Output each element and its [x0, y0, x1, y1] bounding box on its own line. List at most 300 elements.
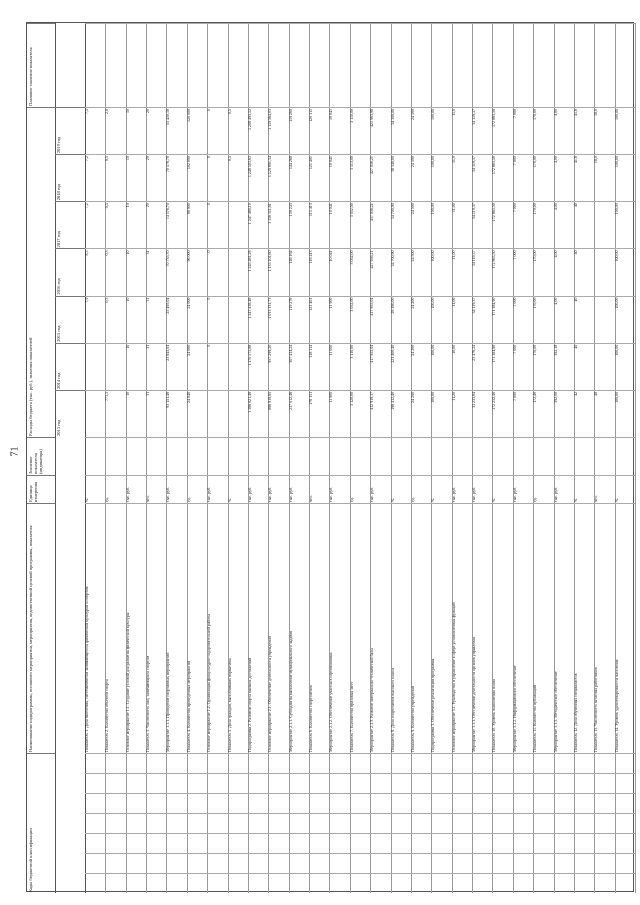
code-cell — [85, 873, 105, 893]
row-base — [105, 437, 125, 475]
row-value: 392,00 — [554, 390, 574, 437]
row-unit: % — [615, 475, 635, 503]
row-plan — [391, 23, 411, 107]
row-value: 1 248 503,63 — [248, 154, 268, 201]
code-cell — [452, 793, 472, 813]
row-value: 31 — [146, 248, 166, 295]
row-value: 24 000 — [187, 343, 207, 390]
code-cell — [268, 873, 288, 893]
table-row — [391, 23, 412, 893]
code-cell — [228, 873, 248, 893]
code-cell — [615, 813, 635, 833]
code-cell — [289, 753, 309, 773]
code-cell — [411, 813, 431, 833]
code-cell — [554, 773, 574, 793]
code-cell — [329, 833, 349, 853]
header-years-group: Расходы бюджета (тыс. руб.), значения показателей — [27, 107, 55, 437]
code-cell — [85, 833, 105, 853]
row-value: 24 200 — [411, 390, 431, 437]
header-name: Наименование подпрограммы, основного мероприятия, мероприятия, ведомственной целевой программы, показателя — [27, 503, 55, 753]
code-cell — [533, 753, 553, 773]
table-row — [146, 23, 167, 893]
row-value: 0 — [207, 107, 227, 154]
row-value: 10 041 — [329, 107, 349, 154]
row-value: 18,0 — [594, 154, 614, 201]
code-cell — [268, 813, 288, 833]
row-value: 427 956,21 — [370, 248, 390, 295]
row-value: 7,2 — [85, 201, 105, 248]
row-value: 10 041 — [329, 248, 349, 295]
row-name: Подпрограмма 2. Развитие спорта высших достижений — [248, 503, 268, 753]
row-plan — [289, 23, 309, 107]
row-plan — [533, 23, 553, 107]
row-plan — [146, 23, 166, 107]
code-cell — [268, 773, 288, 793]
row-value: 7 000 — [513, 343, 533, 390]
row-value: 7 000 — [513, 390, 533, 437]
row-unit: тыс. руб. — [268, 475, 288, 503]
code-cell — [370, 753, 390, 773]
row-value: 10 — [126, 248, 146, 295]
row-plan — [268, 23, 288, 107]
code-cell — [431, 833, 451, 853]
header-year-0: 2013 год — [55, 390, 85, 437]
code-cell — [289, 813, 309, 833]
code-cell — [207, 793, 227, 813]
code-cell — [574, 853, 594, 873]
row-value: 70 735,70 — [166, 248, 186, 295]
code-cell — [207, 753, 227, 773]
row-value — [228, 296, 248, 343]
code-cell — [370, 793, 390, 813]
header-year-6: 2019 год — [55, 107, 85, 154]
table-row — [533, 23, 554, 893]
row-name: Показатель 4. Количество проведенных мероприятий — [187, 503, 207, 753]
row-value: 31 — [146, 343, 166, 390]
code-cell — [166, 873, 186, 893]
row-name: Мероприятие 1.1.1. Проведение спортивных мероприятий — [166, 503, 186, 753]
header-unit: Единица измерения — [27, 475, 55, 503]
row-value: 8,3 — [85, 248, 105, 295]
header-year-4: 2017 год — [55, 201, 85, 248]
code-cell — [513, 833, 533, 853]
code-cell — [187, 753, 207, 773]
row-value: 0 — [207, 201, 227, 248]
code-cell — [248, 833, 268, 853]
row-value: 0 — [207, 343, 227, 390]
row-value: 100,00 — [431, 296, 451, 343]
row-unit: тыс. руб. — [207, 475, 227, 503]
table-row — [574, 23, 595, 893]
row-value: 24 500 — [411, 201, 431, 248]
row-value: 7 000 — [513, 154, 533, 201]
row-plan — [452, 23, 472, 107]
row-value: 31 — [146, 390, 166, 437]
code-cell — [472, 873, 492, 893]
table-row — [85, 23, 106, 893]
code-cell — [574, 833, 594, 853]
row-name: Мероприятие 2.1.1. Субсидии на выполнение муниципального задания — [289, 503, 309, 753]
header-year-2: 2015 год — [55, 296, 85, 343]
row-value: 11,00 — [452, 248, 472, 295]
code-cell — [350, 773, 370, 793]
table-header-top — [27, 23, 56, 893]
code-cell — [492, 873, 512, 893]
row-value: 171 184,90 — [492, 296, 512, 343]
code-cell — [228, 833, 248, 853]
code-cell — [85, 813, 105, 833]
table-row — [452, 23, 473, 893]
row-value — [207, 390, 227, 437]
row-value: 3 052,00 — [350, 296, 370, 343]
row-value: 223 400,40 — [391, 343, 411, 390]
row-unit: % — [574, 475, 594, 503]
row-value: 1 170 575,88 — [248, 343, 268, 390]
row-value: 886 919,85 — [268, 390, 288, 437]
row-value: 11 900 — [329, 390, 349, 437]
row-base — [146, 437, 166, 475]
row-plan — [370, 23, 390, 107]
row-value: 10 — [126, 107, 146, 154]
row-plan — [126, 23, 146, 107]
code-cell — [105, 753, 125, 773]
row-value: 34 119,37 — [472, 154, 492, 201]
code-cell — [431, 753, 451, 773]
row-value: 100,00 — [615, 390, 635, 437]
row-plan — [554, 23, 574, 107]
code-cell — [105, 773, 125, 793]
row-value: 159 243 — [289, 201, 309, 248]
table-row — [350, 23, 371, 893]
row-value: 7 000 — [513, 201, 533, 248]
row-unit: ед. — [187, 475, 207, 503]
code-cell — [248, 793, 268, 813]
table-row — [370, 23, 391, 893]
code-cell — [492, 853, 512, 873]
code-cell — [533, 853, 553, 873]
row-plan — [309, 23, 329, 107]
row-unit: ед. — [350, 475, 370, 503]
code-cell — [105, 873, 125, 893]
row-value: 119 260 — [289, 107, 309, 154]
row-base — [554, 437, 574, 475]
code-cell — [411, 753, 431, 773]
code-cell — [126, 793, 146, 813]
code-cell — [166, 813, 186, 833]
row-name: Показатель 5. Доля граждан, выполнивших нормативы — [228, 503, 248, 753]
code-cell — [492, 813, 512, 833]
row-value: 11,0 — [452, 107, 472, 154]
header-year-1: 2014 год — [55, 343, 85, 390]
row-value: 100,00 — [431, 201, 451, 248]
row-value — [228, 343, 248, 390]
code-cell — [146, 753, 166, 773]
row-value: 34 700,90 — [391, 201, 411, 248]
row-unit: тыс. руб. — [513, 475, 533, 503]
code-cell — [289, 773, 309, 793]
code-cell — [329, 753, 349, 773]
code-cell — [248, 753, 268, 773]
code-cell — [166, 773, 186, 793]
code-cell — [472, 853, 492, 873]
code-cell — [574, 773, 594, 793]
row-value: 100,00 — [431, 107, 451, 154]
row-unit: тыс. руб. — [554, 475, 574, 503]
code-cell — [411, 853, 431, 873]
code-cell — [594, 873, 614, 893]
row-value: 957 299,20 — [268, 343, 288, 390]
code-cell — [85, 773, 105, 793]
row-unit: % — [492, 475, 512, 503]
row-base — [513, 437, 533, 475]
table-row — [105, 23, 126, 893]
row-value: 0,5 — [105, 248, 125, 295]
row-value: 121 401 — [309, 296, 329, 343]
code-cell — [594, 833, 614, 853]
code-cell — [431, 853, 451, 873]
code-cell — [187, 853, 207, 873]
row-unit: чел. — [309, 475, 329, 503]
code-cell — [329, 813, 349, 833]
row-value: 34 119,37 — [472, 248, 492, 295]
row-value: 3 110,00 — [350, 107, 370, 154]
row-value: 100,00 — [431, 248, 451, 295]
code-cell — [533, 813, 553, 833]
row-value — [105, 343, 125, 390]
code-cell — [574, 793, 594, 813]
row-value: 18,0 — [594, 107, 614, 154]
table-row — [615, 23, 636, 893]
code-cell — [513, 813, 533, 833]
row-value: 0,5 — [105, 154, 125, 201]
row-value: 11,0 — [452, 154, 472, 201]
code-cell — [228, 853, 248, 873]
row-value: 34 700,90 — [391, 248, 411, 295]
code-cell — [187, 793, 207, 813]
row-value: 237 012,46 — [289, 390, 309, 437]
header-plan: Плановое значение показателя — [27, 23, 55, 107]
code-cell — [615, 773, 635, 793]
code-cell — [187, 833, 207, 853]
code-cell — [187, 813, 207, 833]
row-plan — [187, 23, 207, 107]
row-plan — [228, 23, 248, 107]
row-value: 7 000 — [513, 296, 533, 343]
row-plan — [207, 23, 227, 107]
code-cell — [615, 753, 635, 773]
table-row — [554, 23, 575, 893]
code-cell — [513, 753, 533, 773]
code-cell — [492, 833, 512, 853]
row-value: 34 119,37 — [472, 201, 492, 248]
row-base — [391, 437, 411, 475]
row-base — [126, 437, 146, 475]
code-cell — [411, 833, 431, 853]
row-value: 28 180,00 — [391, 296, 411, 343]
table-header-years — [55, 23, 86, 893]
row-value: 3 110,00 — [350, 343, 370, 390]
code-cell — [513, 773, 533, 793]
row-value: 100,00 — [615, 343, 635, 390]
code-cell — [370, 773, 390, 793]
code-cell — [126, 833, 146, 853]
code-cell — [411, 873, 431, 893]
code-cell — [533, 793, 553, 813]
row-value: 100,00 — [615, 154, 635, 201]
table-row — [289, 23, 310, 893]
code-cell — [411, 773, 431, 793]
row-value: 10 — [126, 296, 146, 343]
row-value: 172 863,50 — [492, 201, 512, 248]
row-value: 170,00 — [533, 201, 553, 248]
row-value: 118 114 — [309, 343, 329, 390]
row-plan — [431, 23, 451, 107]
row-unit: ед. — [533, 475, 553, 503]
code-cell — [472, 833, 492, 853]
code-cell — [452, 773, 472, 793]
row-value: 31 — [146, 296, 166, 343]
row-value: 3 113,00 — [350, 154, 370, 201]
row-base — [309, 437, 329, 475]
row-value: 7,5 — [85, 107, 105, 154]
row-unit: тыс. руб. — [329, 475, 349, 503]
row-value: 1 247 480,10 — [248, 201, 268, 248]
code-cell — [309, 853, 329, 873]
row-value: 4,00 — [554, 296, 574, 343]
row-name: Показатель 14. Уровень удовлетворенности населения — [615, 503, 635, 753]
row-value: 20 — [146, 201, 166, 248]
row-name: Показатель 6. Количество спортсменов — [309, 503, 329, 753]
row-value: 10 041 — [329, 154, 349, 201]
row-name: Мероприятие 2.1.3. Развитие материально-технической базы — [370, 503, 390, 753]
table-row — [228, 23, 249, 893]
row-value: 170,00 — [533, 248, 553, 295]
code-cell — [228, 773, 248, 793]
row-unit: тыс. руб. — [370, 475, 390, 503]
row-unit: % — [228, 475, 248, 503]
row-value: 2,0 — [105, 107, 125, 154]
row-value: 172 863,50 — [492, 107, 512, 154]
row-value: 102 000 — [187, 154, 207, 201]
code-cell — [431, 793, 451, 813]
row-value: 170,00 — [533, 154, 553, 201]
row-value: 10 — [126, 343, 146, 390]
code-cell — [166, 753, 186, 773]
row-base — [85, 437, 105, 475]
row-name: Подпрограмма 3. Обеспечение реализации программы — [431, 503, 451, 753]
row-value: 11 900 — [329, 296, 349, 343]
row-value: 24 200 — [411, 343, 431, 390]
code-cell — [554, 853, 574, 873]
code-cell — [391, 773, 411, 793]
row-value: 100,00 — [431, 154, 451, 201]
code-cell — [452, 853, 472, 873]
code-cell — [350, 833, 370, 853]
row-plan — [329, 23, 349, 107]
row-plan — [513, 23, 533, 107]
code-cell — [615, 873, 635, 893]
row-value: 100,00 — [615, 201, 635, 248]
row-value: 172,40 — [533, 390, 553, 437]
row-value: 24 000 — [187, 296, 207, 343]
row-name: Основное мероприятие 3.1. Руководство и управление в сфере установленных функций — [452, 503, 472, 753]
row-value: 23 845,04 — [166, 343, 186, 390]
row-base — [207, 437, 227, 475]
row-value: 11 000 — [329, 343, 349, 390]
row-unit: ед. — [105, 475, 125, 503]
code-cell — [370, 813, 390, 833]
code-cell — [309, 773, 329, 793]
row-plan — [574, 23, 594, 107]
row-value: 96 000 — [187, 248, 207, 295]
table-row — [329, 23, 350, 893]
code-cell — [594, 773, 614, 793]
code-cell — [513, 853, 533, 873]
code-cell — [554, 833, 574, 853]
row-value: 116 413 — [309, 248, 329, 295]
row-plan — [615, 23, 635, 107]
code-cell — [329, 873, 349, 893]
code-cell — [615, 853, 635, 873]
code-cell — [594, 813, 614, 833]
row-value: 100,00 — [615, 107, 635, 154]
row-value: 170,00 — [533, 343, 553, 390]
table-row — [431, 23, 452, 893]
row-unit: тыс. руб. — [126, 475, 146, 503]
row-name: Показатель 13. Численность штатных работников — [594, 503, 614, 753]
code-cell — [472, 813, 492, 833]
row-unit: % — [431, 475, 451, 503]
row-base — [370, 437, 390, 475]
code-cell — [268, 753, 288, 773]
code-cell — [85, 793, 105, 813]
row-value: 1 247 438,48 — [248, 296, 268, 343]
code-cell — [574, 753, 594, 773]
row-name: Мероприятие 3.1.3. Методическое обеспечение — [554, 503, 574, 753]
row-value: 7,2 — [85, 154, 105, 201]
row-value: 11,00 — [452, 296, 472, 343]
row-unit: чел. — [146, 475, 166, 503]
row-value — [228, 248, 248, 295]
row-value: 31 233,84 — [472, 390, 492, 437]
row-value: 48 — [594, 390, 614, 437]
code-cell — [533, 873, 553, 893]
code-cell — [391, 793, 411, 813]
row-value: 24 500 — [411, 107, 431, 154]
code-cell — [146, 773, 166, 793]
row-plan — [492, 23, 512, 107]
row-value: 38 340,00 — [391, 154, 411, 201]
code-cell — [350, 793, 370, 813]
code-cell — [615, 793, 635, 813]
row-unit: тыс. руб. — [289, 475, 309, 503]
row-value: 20 — [146, 107, 166, 154]
code-cell — [309, 793, 329, 813]
code-cell — [309, 753, 329, 773]
row-value: 427 056,21 — [370, 154, 390, 201]
header-base: Значение показателя (индикатора) — [27, 437, 55, 475]
row-value: 4,00 — [554, 154, 574, 201]
row-unit: % — [391, 475, 411, 503]
row-value: 417 955,04 — [370, 343, 390, 390]
code-cell — [268, 853, 288, 873]
row-base — [411, 437, 431, 475]
row-name: Показатель 2. Количество объектов спорта — [105, 503, 125, 753]
row-plan — [472, 23, 492, 107]
row-value: 40 — [574, 343, 594, 390]
row-value: 11,00 — [452, 201, 472, 248]
row-name: Основное мероприятие 1.1. Создание условий для развития физической культуры — [126, 503, 146, 753]
